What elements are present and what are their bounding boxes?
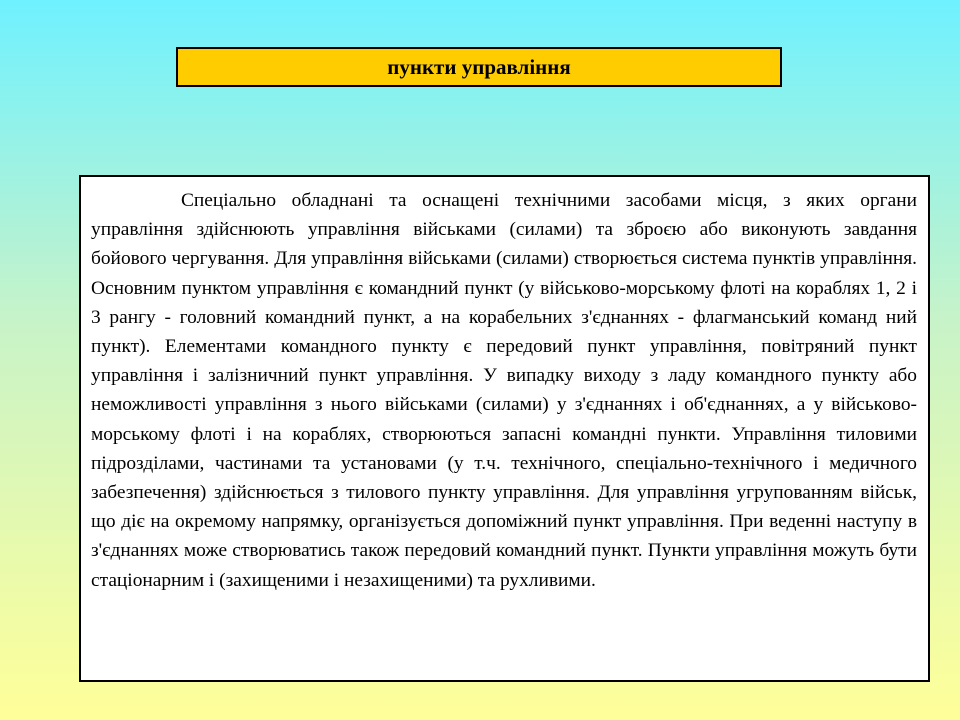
definition-text-box xyxy=(79,175,930,682)
slide-title: пункти управління xyxy=(387,54,571,79)
slide-title-banner xyxy=(176,47,782,87)
definition-paragraph: Спеціально обладнані та оснащені технічними засобами місця, з яких органи управління здійснюють управління військами (силами) та зброєю або виконують завдання бойового чергування. Для управління військами (силами) створюється система пунктів управління. Основним пунктом управління є командний пункт (у військово-морському флоті на кораблях 1, 2 і 3 рангу - головний командний пункт, а на корабельних з'єднаннях - флагманський команд ний пункт). Елементами командного пункту є передовий пункт управління, повітряний пункт управління і залізничний пункт управління. У випадку виходу з ладу командного пункту або неможливості управління з нього військами (силами) у з'єднаннях і об'єднаннях, а у військово-морському флоті і на кораблях, створюються запасні командні пункти. Управління тиловими підрозділами, частинами та установами (у т.ч. технічного, спеціально-технічного і медичного забезпечення) здійснюється з тилового пункту управління. Для управління угрупованням військ, що діє на окремому напрямку, організується допоміжний пункт управління. При веденні наступу в з'єднаннях може створюватись також передовий командний пункт. Пункти управління можуть бути стаціонарним і (захищеними і незахищеними) та рухливими. xyxy=(91,190,917,591)
